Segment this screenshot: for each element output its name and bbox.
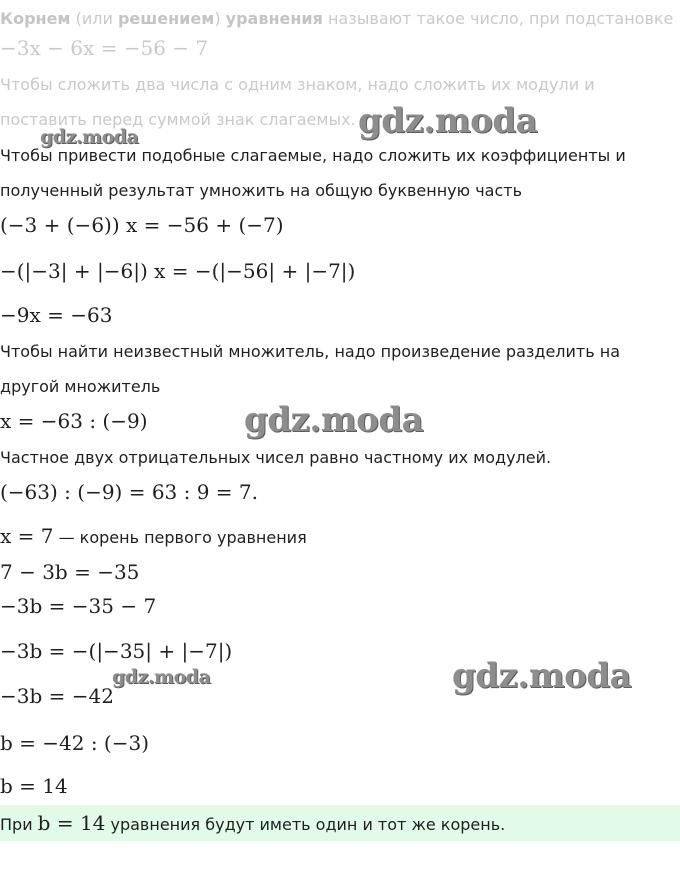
equation-6-math: x = 7 bbox=[0, 524, 54, 548]
rule-like-terms-line-2: полученный результат умножить на общую буквенную часть bbox=[0, 181, 523, 200]
definition-connector-2: ) bbox=[214, 9, 221, 28]
rule-negative-quotient: Частное двух отрицательных чисел равно частному их модулей. bbox=[0, 448, 552, 467]
conclusion-prefix: При bbox=[0, 815, 38, 834]
equation-11: b = −42 : (−3) bbox=[0, 731, 150, 755]
rule-like-terms-line-1: Чтобы привести подобные слагаемые, надо сложить их коэффициенты и bbox=[0, 146, 626, 165]
definition-line bbox=[0, 9, 673, 28]
equation-4: x = −63 : (−9) bbox=[0, 409, 148, 433]
equation-6-line bbox=[0, 524, 307, 548]
equation-1: (−3 + (−6)) x = −56 + (−7) bbox=[0, 213, 284, 237]
rule-unknown-factor-line-2: другой множитель bbox=[0, 377, 161, 396]
conclusion-line bbox=[0, 811, 505, 835]
conclusion-math: b = 14 bbox=[37, 811, 106, 835]
rule-add-same-sign-line-1: Чтобы сложить два числа с одним знаком, надо сложить их модули и bbox=[0, 75, 595, 94]
equation-3: −9x = −63 bbox=[0, 303, 113, 327]
equation-7: 7 − 3b = −35 bbox=[0, 560, 140, 584]
faded-equation: −3x − 6x = −56 − 7 bbox=[0, 36, 209, 60]
term-root: Корнем bbox=[0, 9, 71, 28]
equation-12: b = 14 bbox=[0, 774, 68, 798]
watermark-3: gdz.moda bbox=[244, 400, 424, 440]
equation-8: −3b = −35 − 7 bbox=[0, 594, 157, 618]
term-equation: уравнения bbox=[225, 9, 323, 28]
watermark-5: gdz.moda bbox=[452, 656, 632, 696]
equation-5: (−63) : (−9) = 63 : 9 = 7. bbox=[0, 480, 259, 504]
equation-10: −3b = −42 bbox=[0, 684, 114, 708]
watermark-2: gdz.moda bbox=[40, 126, 139, 148]
rule-add-same-sign-line-2: поставить перед суммой знак слагаемых. bbox=[0, 110, 356, 129]
rule-unknown-factor-line-1: Чтобы найти неизвестный множитель, надо произведение разделить на bbox=[0, 342, 621, 361]
equation-6-text: — корень первого уравнения bbox=[53, 528, 307, 547]
definition-connector-1: (или bbox=[75, 9, 113, 28]
equation-2: −(|−3| + |−6|) x = −(|−56| + |−7|) bbox=[0, 259, 356, 283]
watermark-1: gdz.moda bbox=[358, 101, 538, 141]
conclusion-suffix: уравнения будут иметь один и тот же корень. bbox=[105, 815, 506, 834]
watermark-4: gdz.moda bbox=[112, 666, 211, 688]
equation-9: −3b = −(|−35| + |−7|) bbox=[0, 639, 233, 663]
term-solution: решением bbox=[117, 9, 215, 28]
definition-rest: называют такое число, при подстановке bbox=[328, 9, 674, 28]
